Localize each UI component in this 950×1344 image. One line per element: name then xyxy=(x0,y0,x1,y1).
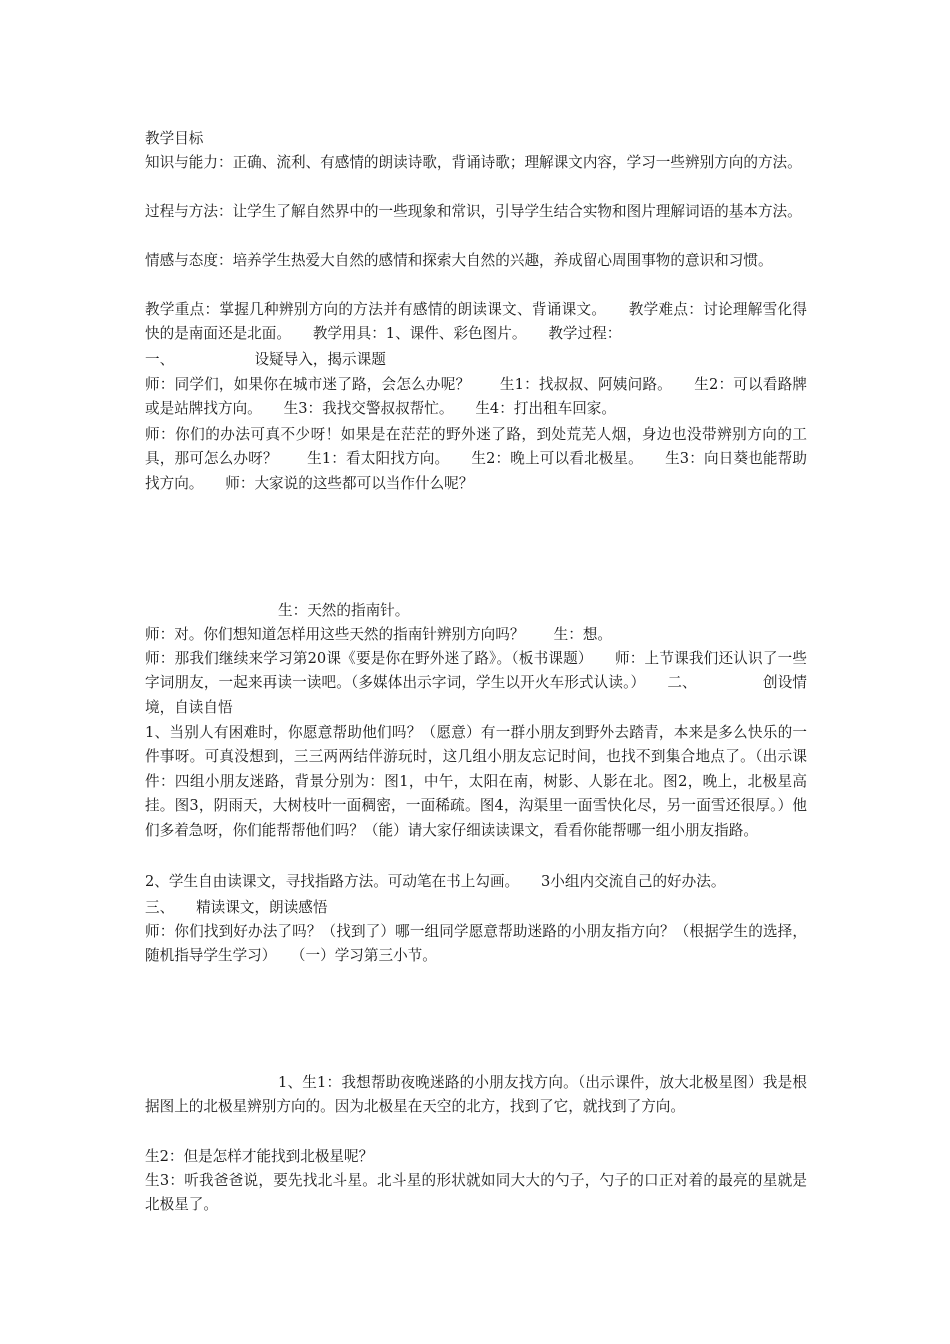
student-1: 1、生1：我想帮助夜晚迷路的小朋友找方向。（出示课件，放大北极星图）我是根据图上的北极星辨别方向的。因为北极星在天空的北方，找到了它，就找到了方向。 xyxy=(145,1074,807,1116)
heading-teaching-goals: 教学目标 xyxy=(145,130,204,147)
dialog-3: 师：对。你们想知道怎样用这些天然的指南针辨别方向吗？ 生：想。 xyxy=(145,626,613,643)
answer-compass: 生：天然的指南针。 xyxy=(278,602,410,619)
dialog-4: 师：那我们继续来学习第20课《要是你在野外迷了路》。（板书课题） 师：上节课我们还认识了一些字词朋友，一起来再读一读吧。（多媒体出示字词，学生以开火车形式认读。） 二、 创设情境，自读自悟 xyxy=(145,650,807,716)
student-2: 生2：但是怎样才能找到北极星呢？ xyxy=(145,1148,374,1165)
item-1: 1、当别人有困难时，你愿意帮助他们吗？（愿意）有一群小朋友到野外去踏青，本来是多么快乐的一件事呀。可真没想到，三三两两结伴游玩时，这几组小朋友忘记时间，也找不到集合地点了。（出示课件：四组小朋友迷路，背景分别为：图1，中午，太阳在南，树影、人影在北。图2，晚上，北极星高挂。图3，阴雨天，大树枝叶一面稠密，一面稀疏。图4，沟渠里一面雪快化尽，另一面雪还很厚。）他们多着急呀，你们能帮帮他们吗？（能）请大家仔细读读课文，看看你能帮哪一组小朋友指路。 xyxy=(145,724,807,839)
goal-emotion: 情感与态度：培养学生热爱大自然的感情和探索大自然的兴趣，养成留心周围事物的意识和习惯。 xyxy=(145,252,773,269)
section-1-heading: 一、 设疑导入，揭示课题 xyxy=(145,351,386,368)
dialog-5: 师：你们找到好办法了吗？（找到了）哪一组同学愿意帮助迷路的小朋友指方向？（根据学生的选择，随机指导学生学习） （一）学习第三小节。 xyxy=(145,923,807,965)
section-3-heading: 三、 精读课文，朗读感悟 xyxy=(145,899,328,916)
dialog-2: 师：你们的办法可真不少呀！如果是在茫茫的野外迷了路，到处荒芜人烟，身边也没带辨别方向的工具，那可怎么办呀？ 生1：看太阳找方向。 生2：晚上可以看北极星。 生3：向日葵也能帮助找方向。 师：大家说的这些都可以当作什么呢？ xyxy=(145,426,807,492)
item-2: 2、学生自由读课文，寻找指路方法。可动笔在书上勾画。 3小组内交流自己的好办法。 xyxy=(145,873,726,890)
student-3: 生3：听我爸爸说，要先找北斗星。北斗星的形状就如同大大的勺子，勺子的口正对着的最亮的星就是北极星了。 xyxy=(145,1172,807,1214)
goal-knowledge: 知识与能力：正确、流利、有感情的朗读诗歌，背诵诗歌；理解课文内容，学习一些辨别方向的方法。 xyxy=(145,154,802,171)
key-points: 教学重点：掌握几种辨别方向的方法并有感情的朗读课文、背诵课文。 教学难点：讨论理解雪化得快的是南面还是北面。 教学用具：1、课件、彩色图片。 教学过程： xyxy=(145,301,807,343)
dialog-1: 师：同学们，如果你在城市迷了路，会怎么办呢？ 生1：找叔叔、阿姨问路。 生2：可以看路牌或是站牌找方向。 生3：我找交警叔叔帮忙。 生4：打出租车回家。 xyxy=(145,376,807,418)
goal-process: 过程与方法：让学生了解自然界中的一些现象和常识，引导学生结合实物和图片理解词语的基本方法。 xyxy=(145,203,802,220)
